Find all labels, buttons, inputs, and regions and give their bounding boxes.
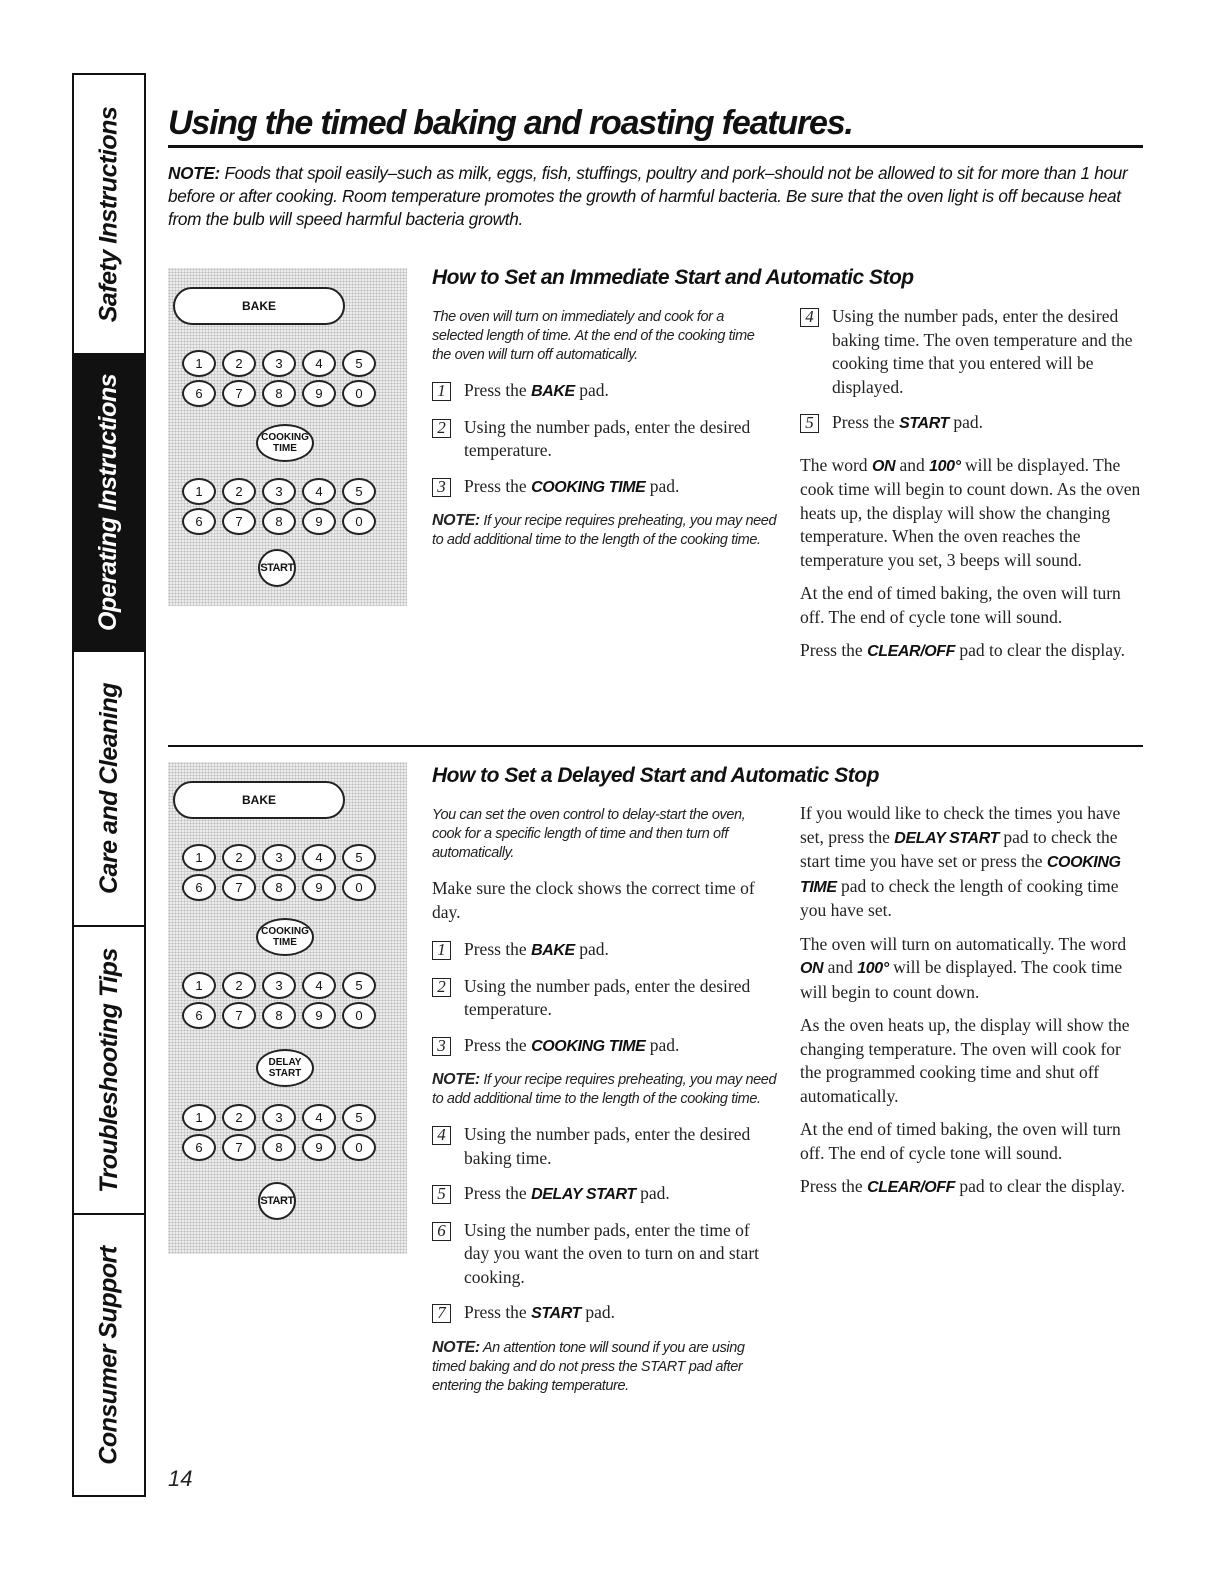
delay-start-pad	[256, 1049, 314, 1087]
tab-care-and-cleaning[interactable]	[74, 652, 144, 927]
digit-pad: 1	[182, 350, 216, 377]
step-number: 5	[432, 1185, 451, 1204]
tab-label: Operating Instructions	[94, 373, 123, 632]
digit-pad: 9	[302, 1134, 336, 1161]
bake-pad: BAKE	[173, 287, 345, 325]
tab-label: Care and Cleaning	[94, 683, 123, 894]
pad-label: TIME	[273, 937, 297, 948]
page-number: 14	[168, 1466, 193, 1491]
step-number: 3	[432, 1037, 451, 1056]
step-number: 2	[432, 978, 451, 997]
digit-pad: 7	[222, 1002, 256, 1029]
tab-consumer-support[interactable]	[74, 1215, 144, 1495]
keyword: COOKING TIME	[531, 478, 646, 496]
digit-pad: 7	[222, 1134, 256, 1161]
paragraph: As the oven heats up, the display will show the changing temperature. The oven will cook for the programmed cooking time and shut off automatically.	[800, 1015, 1130, 1106]
digit-pad: 1	[182, 1104, 216, 1131]
step-number: 1	[432, 941, 451, 960]
section2-note: NOTE: If your recipe requires preheating, you may need to add additional time to the length of the cooking time.	[432, 1071, 777, 1107]
digit-pad: 7	[222, 508, 256, 535]
start-pad: START	[258, 1182, 296, 1220]
digit-pad: 4	[302, 972, 336, 999]
step-number: 5	[800, 414, 819, 433]
digit-pad: 1	[182, 844, 216, 871]
digit-pad: 8	[262, 1134, 296, 1161]
digit-pad: 6	[182, 874, 216, 901]
keyword: DELAY START	[531, 1186, 636, 1203]
keyword: COOKING TIME	[531, 1037, 646, 1055]
step-item: 1 Press the BAKE pad.	[432, 379, 777, 404]
tab-operating-instructions[interactable]	[74, 355, 144, 652]
digit-pad: 0	[342, 1134, 376, 1161]
tab-label: Troubleshooting Tips	[94, 947, 123, 1193]
step-number: 1	[432, 382, 451, 401]
step-number: 6	[432, 1222, 451, 1241]
step-number: 4	[432, 1126, 451, 1145]
start-pad: START	[258, 549, 296, 587]
title-divider	[168, 145, 1143, 148]
keypad-illustration-immediate	[168, 268, 407, 606]
digit-pad: 7	[222, 874, 256, 901]
digit-pad: 4	[302, 478, 336, 505]
note-text: Foods that spoil easily–such as milk, eggs, fish, stuffings, poultry and pork–should not be allowed to sit for more than 1 hour before or after cooking. Room temperature promotes the growth of harmful bacteria. Be sure that the oven light is off because heat from the bulb will speed harmful bacteria growth.	[168, 163, 1128, 229]
digit-pad: 9	[302, 380, 336, 407]
page-title: Using the timed baking and roasting features.	[168, 104, 853, 142]
step-item: 5 Press the DELAY START pad.	[432, 1182, 777, 1207]
digit-pad: 3	[262, 350, 296, 377]
paragraph: If you would like to check the times you have set, press the DELAY START pad to check the start time you have set or press the COOKING TIME pad to check the length of cooking time you have set.	[800, 803, 1121, 920]
digit-pad: 2	[222, 350, 256, 377]
digit-pad: 4	[302, 350, 336, 377]
digit-pad: 9	[302, 1002, 336, 1029]
paragraph: The oven will turn on automatically. The word ON and 100° will be displayed. The cook time will begin to count down.	[800, 933, 1127, 1002]
side-tab-navigation	[72, 73, 146, 1497]
paragraph: At the end of timed baking, the oven will turn off. The end of cycle tone will sound.	[800, 583, 1121, 627]
step-item: 3 Press the COOKING TIME pad.	[432, 475, 777, 500]
digit-pad: 3	[262, 972, 296, 999]
digit-pad: 6	[182, 380, 216, 407]
keyword: BAKE	[531, 942, 575, 959]
digit-pad: 8	[262, 1002, 296, 1029]
cooking-time-pad	[256, 918, 314, 956]
digit-pad: 0	[342, 874, 376, 901]
section-divider	[168, 745, 1143, 747]
digit-pad: 6	[182, 1134, 216, 1161]
keyword: START	[531, 1305, 581, 1322]
digit-pad: 0	[342, 1002, 376, 1029]
pad-label: COOKING	[261, 926, 309, 937]
section2-intro: You can set the oven control to delay-start the oven, cook for a specific length of time and then turn off automatically.	[432, 807, 746, 861]
digit-pad: 5	[342, 1104, 376, 1131]
section1-left-column	[432, 308, 777, 564]
section1-note: NOTE: If your recipe requires preheating, you may need to add additional time to the length of the cooking time.	[432, 512, 777, 548]
paragraph: The word ON and 100° will be displayed. The cook time will begin to count down. As the oven heats up, the display will show the changing temperature. When the oven reaches the temperature you set, 3 beeps will sound.	[800, 454, 1141, 570]
section2-left-column	[432, 806, 777, 1410]
digit-pad: 7	[222, 380, 256, 407]
digit-pad: 5	[342, 350, 376, 377]
section-heading-immediate: How to Set an Immediate Start and Automatic Stop	[432, 266, 914, 289]
section-heading-delayed: How to Set a Delayed Start and Automatic Stop	[432, 764, 879, 787]
paragraph: At the end of timed baking, the oven will turn off. The end of cycle tone will sound.	[800, 1119, 1121, 1163]
digit-pad: 5	[342, 844, 376, 871]
section2-right-column	[800, 802, 1145, 1210]
step-item: 2 Using the number pads, enter the desired temperature.	[432, 416, 777, 463]
keyword: START	[899, 415, 949, 432]
step-number: 2	[432, 419, 451, 438]
cooking-time-pad	[256, 424, 314, 462]
digit-pad: 0	[342, 508, 376, 535]
step-item: 6 Using the number pads, enter the time of day you want the oven to turn on and start cooking.	[432, 1219, 777, 1290]
step-item: 7 Press the START pad.	[432, 1301, 777, 1326]
pad-label: COOKING	[261, 432, 309, 443]
digit-pad: 8	[262, 874, 296, 901]
paragraph: Make sure the clock shows the correct time of day.	[432, 878, 755, 922]
digit-pad: 3	[262, 1104, 296, 1131]
digit-pad: 9	[302, 508, 336, 535]
tab-troubleshooting-tips[interactable]	[74, 927, 144, 1215]
bake-pad: BAKE	[173, 781, 345, 819]
digit-pad: 9	[302, 874, 336, 901]
top-note	[168, 162, 1143, 231]
paragraph: Press the CLEAR/OFF pad to clear the display.	[800, 1176, 1125, 1196]
digit-pad: 8	[262, 380, 296, 407]
digit-pad: 1	[182, 478, 216, 505]
step-number: 7	[432, 1304, 451, 1323]
digit-pad: 4	[302, 844, 336, 871]
digit-pad: 3	[262, 844, 296, 871]
step-item: 5 Press the START pad.	[800, 411, 1143, 436]
digit-pad: 8	[262, 508, 296, 535]
keyword: BAKE	[531, 383, 575, 400]
step-item: 2 Using the number pads, enter the desired temperature.	[432, 975, 777, 1022]
step-number: 4	[800, 308, 819, 327]
step-item: 4 Using the number pads, enter the desired baking time.	[432, 1123, 777, 1170]
digit-pad: 3	[262, 478, 296, 505]
section2-note-attention: NOTE: An attention tone will sound if you are using timed baking and do not press the START pad after entering the baking temperature.	[432, 1338, 745, 1394]
step-item: 1 Press the BAKE pad.	[432, 938, 777, 963]
pad-label: START	[268, 1068, 302, 1079]
note-label: NOTE:	[168, 163, 220, 183]
digit-pad: 4	[302, 1104, 336, 1131]
keypad-illustration-delayed	[168, 762, 407, 1254]
tab-label: Safety Instructions	[94, 106, 123, 322]
tab-label: Consumer Support	[94, 1245, 123, 1465]
pad-label: TIME	[273, 443, 297, 454]
section1-right-column	[800, 305, 1143, 674]
tab-safety-instructions[interactable]	[74, 75, 144, 355]
section1-intro: The oven will turn on immediately and cook for a selected length of time. At the end of the cooking time the oven will turn off automatically.	[432, 309, 755, 363]
step-item: 3 Press the COOKING TIME pad.	[432, 1034, 777, 1059]
digit-pad: 2	[222, 972, 256, 999]
digit-pad: 2	[222, 1104, 256, 1131]
pad-label: DELAY	[268, 1057, 302, 1068]
digit-pad: 5	[342, 478, 376, 505]
step-number: 3	[432, 478, 451, 497]
digit-pad: 6	[182, 508, 216, 535]
digit-pad: 0	[342, 380, 376, 407]
digit-pad: 2	[222, 478, 256, 505]
paragraph: Press the CLEAR/OFF pad to clear the display.	[800, 640, 1125, 660]
step-item: 4 Using the number pads, enter the desired baking time. The oven temperature and the cooking time that you entered will be displayed.	[800, 305, 1143, 399]
digit-pad: 5	[342, 972, 376, 999]
digit-pad: 1	[182, 972, 216, 999]
digit-pad: 2	[222, 844, 256, 871]
digit-pad: 6	[182, 1002, 216, 1029]
